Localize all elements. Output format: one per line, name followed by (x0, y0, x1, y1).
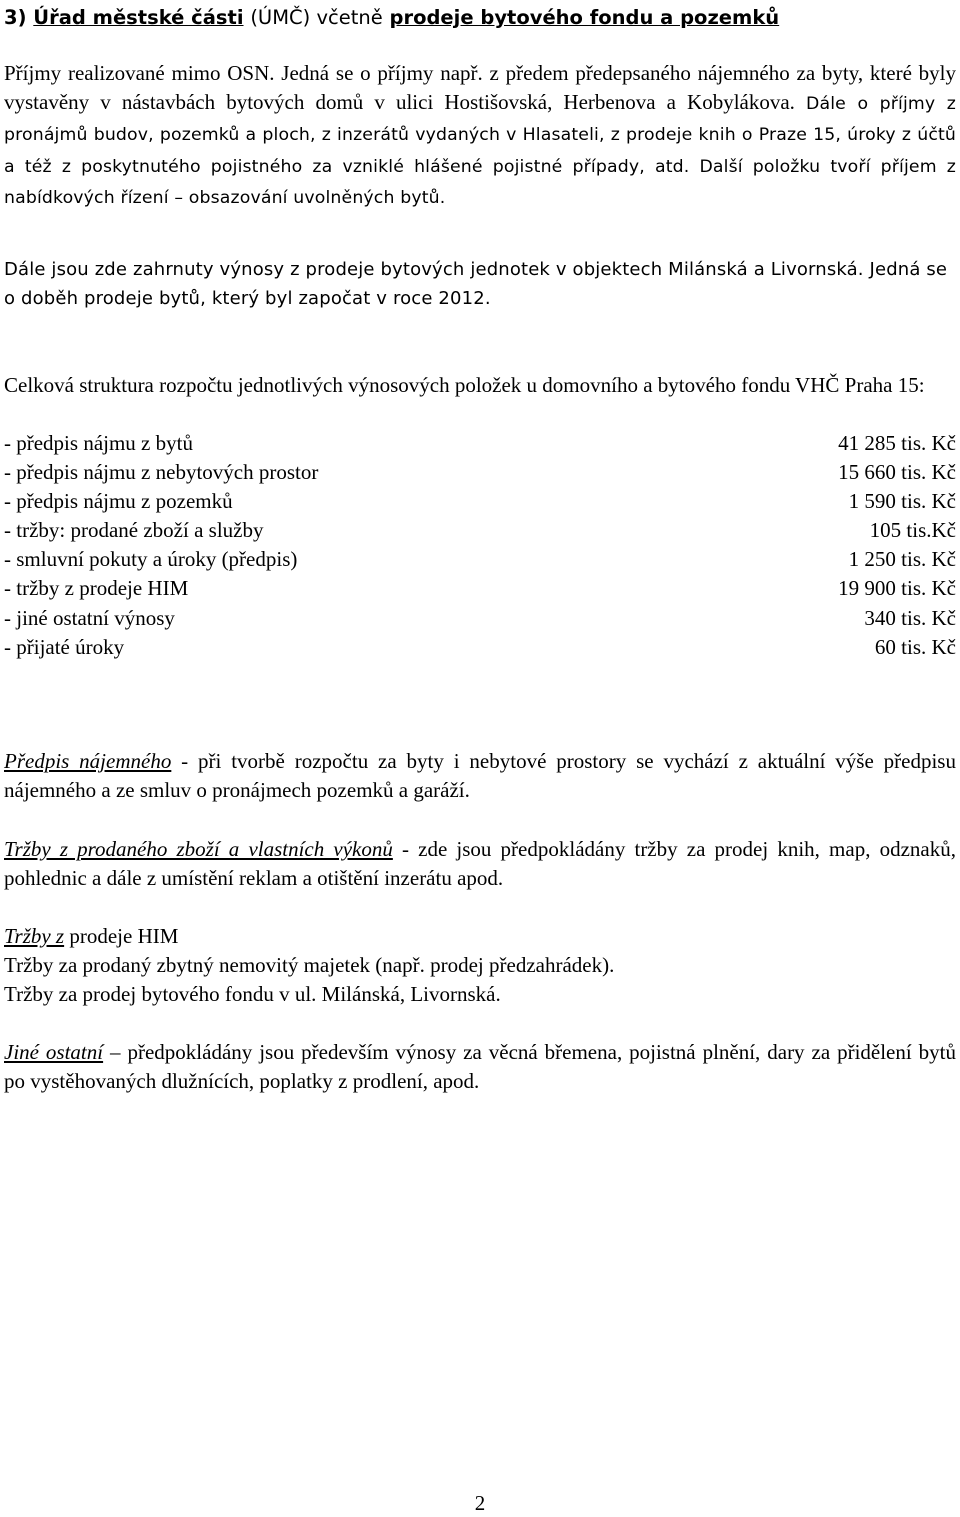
budget-item-amount: 60 tis. Kč (874, 634, 956, 659)
budget-item-label: - přijaté úroky (4, 634, 125, 659)
note-goods (4, 835, 956, 893)
budget-item-amount: 19 900 tis. Kč (838, 576, 956, 601)
budget-item-label: - tržby z prodeje HIM (4, 576, 189, 601)
heading-abbr: (ÚMČ) včetně (250, 6, 383, 29)
note-him-title (4, 922, 956, 951)
budget-item (4, 429, 956, 458)
note-him-rest: prodeje HIM (64, 924, 179, 948)
budget-item-amount: 1 590 tis. Kč (848, 489, 956, 514)
budget-item-amount: 105 tis.Kč (869, 518, 956, 543)
note-other (4, 1038, 956, 1096)
budget-item-label: - předpis nájmu z nebytových prostor (4, 460, 319, 485)
budget-item-label: - jiné ostatní výnosy (4, 605, 175, 630)
budget-item-amount: 41 285 tis. Kč (838, 431, 956, 455)
intro-paragraph-rest: Dále o příjmy z pronájmů budov, pozemků a ploch, z inzerátů vydaných v Hlasateli, z prodeje knih o Praze 15, úroky z účtů a též z poskytnutého pojistného za vzniklé hlášené pojistné případy, atd. Další položku tvoří příjem z nabídkových řízení – obsazování uvolněných bytů. (4, 94, 956, 208)
section-heading (4, 4, 956, 32)
budget-item-label: - předpis nájmu z bytů (4, 431, 193, 455)
intro-paragraph (4, 59, 956, 213)
heading-office: Úřad městské části (33, 6, 244, 29)
note-other-term: Jiné ostatní (4, 1040, 104, 1064)
budget-item (4, 574, 956, 603)
note-him-line-3: Tržby za prodej bytového fondu v ul. Milánská, Livornská. (4, 982, 501, 1007)
note-him-line-2: Tržby za prodaný zbytný nemovitý majetek (např. prodej předzahrádek). (4, 953, 615, 978)
budget-item (4, 545, 956, 574)
budget-list (4, 429, 956, 662)
budget-item (4, 516, 956, 545)
note-other-text: – předpokládány jsou především výnosy za věcná břemena, pojistná plnění, dary za přidělení bytů po vystěhovaných dlužnících, poplatky z prodlení, apod. (4, 1040, 956, 1094)
structure-intro: Celková struktura rozpočtu jednotlivých výnosových položek u domovního a bytového fondu VHČ Praha 15: (4, 373, 925, 397)
intro-paragraph-lead: Příjmy realizované mimo OSN. Jedná se o příjmy např. z předem předepsaného nájemného za byty, které byly vystavěny v nástavbách bytových domů v ulici Hostišovská, Herbenova a Kobylákova. (4, 61, 956, 115)
budget-item (4, 458, 956, 487)
budget-item-label: - tržby: prodané zboží a služby (4, 518, 264, 543)
note-goods-term: Tržby z prodaného zboží a vlastních výkonů (4, 837, 393, 861)
note-rent (4, 747, 956, 805)
note-him (4, 922, 956, 1010)
budget-item (4, 487, 956, 516)
heading-sales: prodeje bytového fondu a pozemků (389, 6, 780, 29)
heading-number: 3) (4, 6, 27, 29)
budget-item-amount: 340 tis. Kč (864, 605, 956, 630)
budget-item-amount: 15 660 tis. Kč (838, 460, 956, 485)
sales-paragraph: Dále jsou zde zahrnuty výnosy z prodeje bytových jednotek v objektech Milánská a Livornská. Jedná se o doběh prodeje bytů, který byl započat v roce 2012. (4, 259, 948, 310)
page-number: 2 (474, 1491, 486, 1515)
note-rent-text: - při tvorbě rozpočtu za byty i nebytové prostory se vychází z aktuální výše předpisu nájemného a ze smluv o pronájmech pozemků a garáží. (4, 749, 956, 803)
budget-item-label: - smluvní pokuty a úroky (předpis) (4, 547, 298, 572)
budget-item-label: - předpis nájmu z pozemků (4, 489, 233, 514)
note-rent-term: Předpis nájemného (4, 749, 172, 773)
budget-item-amount: 1 250 tis. Kč (848, 547, 956, 572)
budget-item (4, 604, 956, 633)
budget-item (4, 633, 956, 662)
note-him-term: Tržby z (4, 924, 65, 948)
note-goods-text: - zde jsou předpokládány tržby za prodej knih, map, odznaků, pohlednic a dále z umístění reklam a otištění inzerátu apod. (4, 837, 956, 891)
